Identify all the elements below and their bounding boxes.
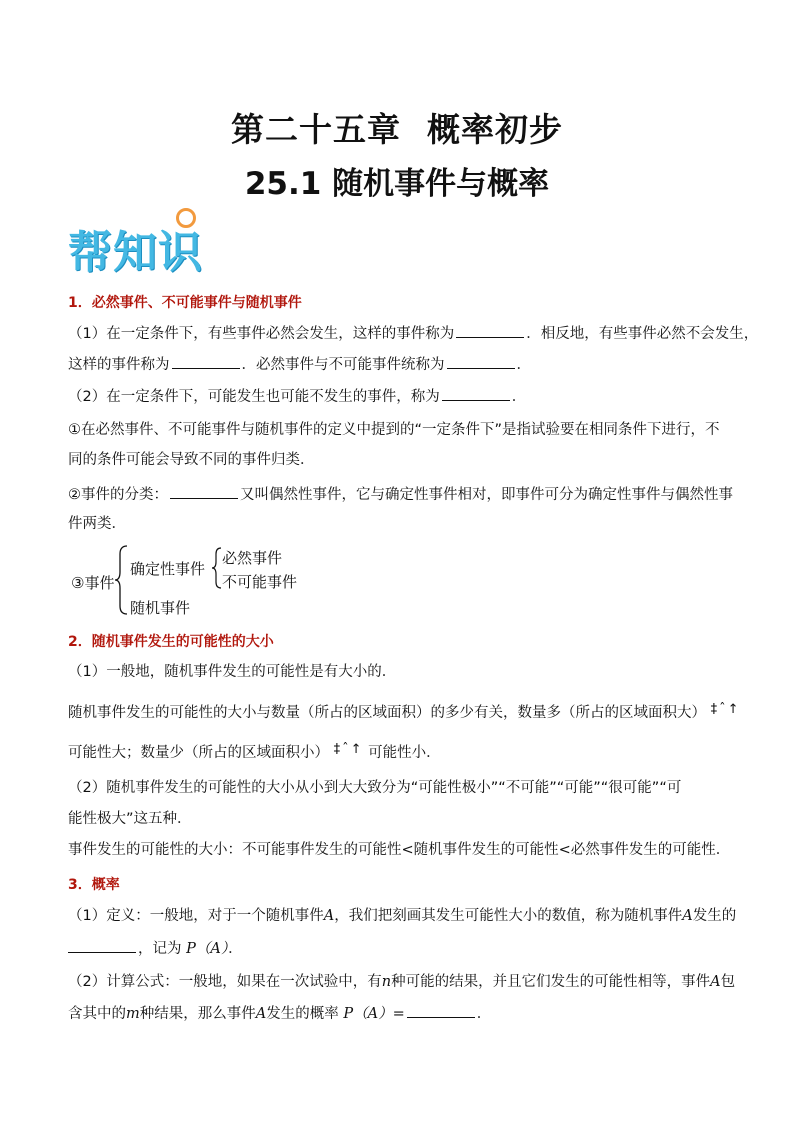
tree-brace-left-icon <box>114 544 130 616</box>
text: 发生的概率 <box>266 1006 339 1022</box>
s3-paragraph-1-line-1 <box>68 906 737 926</box>
text: 包 <box>720 974 736 990</box>
answer-blank[interactable] <box>172 354 240 369</box>
knowledge-banner <box>68 216 203 280</box>
text: ②事件的分类： <box>68 487 168 503</box>
garbled-symbol: ‡ˆ↑ <box>333 742 364 757</box>
text: ． <box>516 357 531 373</box>
s1-note-1-line-2: 同的条件可能会导致不同的事件归类． <box>68 452 315 468</box>
text: ． <box>476 1006 492 1022</box>
text: 种可能的结果，并且它们发生的可能性相等，事件 <box>391 974 711 990</box>
variable-n: n <box>381 974 392 990</box>
formula-p-a: P（A） <box>343 1006 393 1022</box>
s2-paragraph-2-line-1 <box>68 700 741 723</box>
s3-paragraph-2-line-2 <box>68 1003 728 1024</box>
text: ．相反地，有些事件必然不会发生， <box>526 326 759 342</box>
formula-p-a: P（A） <box>186 941 229 957</box>
answer-blank[interactable] <box>68 938 136 953</box>
variable-m: m <box>126 1006 140 1022</box>
text: 含其中的 <box>68 1006 126 1022</box>
variable-a: A <box>323 908 335 924</box>
text: 可能性小． <box>368 745 441 761</box>
s2-paragraph-3-line-1: （2）随机事件发生的可能性的大小从小到大大致分为“可能性极小”“不可能”“可能”“很可能”“可 <box>68 780 682 796</box>
text: ．必然事件与不可能事件统称为 <box>241 357 445 373</box>
text: ． <box>228 941 243 957</box>
section-heading-2: 2．随机事件发生的可能性的大小 <box>68 634 274 650</box>
text: = <box>392 1006 405 1022</box>
answer-blank[interactable] <box>170 484 238 499</box>
text: （1）在一定条件下，有些事件必然会发生，这样的事件称为 <box>68 326 455 342</box>
s2-paragraph-3-line-2: 能性极大”这五种． <box>68 811 192 827</box>
tree-root: ③事件 <box>71 574 115 592</box>
variable-a: A <box>710 974 721 990</box>
answer-blank[interactable] <box>447 354 515 369</box>
text: 又叫偶然性事件，它与确定性事件相对，即事件可分为确定性事件与偶然性事 <box>240 487 733 503</box>
tree-random: 随机事件 <box>130 599 191 617</box>
s2-paragraph-2-line-2 <box>68 740 728 763</box>
tree-deterministic: 确定性事件 <box>130 560 206 578</box>
tree-impossible: 不可能事件 <box>222 573 298 591</box>
s3-paragraph-2-line-1 <box>68 972 736 992</box>
garbled-symbol: ‡ˆ↑ <box>710 702 741 717</box>
tree-certain: 必然事件 <box>222 549 283 567</box>
s1-note-2-line-1 <box>68 484 733 505</box>
text: （1）定义：一般地，对于一个随机事件 <box>68 908 324 924</box>
chapter-topic: 概率初步 <box>427 110 563 149</box>
s2-paragraph-1: （1）一般地，随机事件发生的可能性是有大小的． <box>68 664 397 680</box>
section-title: 25.1 随机事件与概率 <box>244 166 550 202</box>
text: 发生的 <box>692 908 737 924</box>
text: ． <box>511 389 527 405</box>
s3-paragraph-1-line-2 <box>68 938 728 959</box>
banner-decoration-icon <box>176 208 196 228</box>
s1-note-2-line-2: 件两类． <box>68 516 126 532</box>
text: ，我们把刻画其发生可能性大小的数值，称为随机事件 <box>334 908 683 924</box>
answer-blank[interactable] <box>407 1003 475 1018</box>
s1-note-1-line-1: ①在必然事件、不可能事件与随机事件的定义中提到的“一定条件下”是指试验要在相同条件下进行，不 <box>68 422 720 438</box>
text: ，记为 <box>138 941 182 957</box>
section-heading-3: 3．概率 <box>68 877 120 893</box>
answer-blank[interactable] <box>456 323 524 338</box>
text: （2）在一定条件下，可能发生也可能不发生的事件，称为 <box>68 389 440 405</box>
s1-paragraph-2 <box>68 386 728 407</box>
text: 可能性大；数量少（所占的区域面积小） <box>68 745 329 761</box>
text: 种结果，那么事件 <box>139 1006 256 1022</box>
variable-a: A <box>682 908 693 924</box>
text: （2）计算公式：一般地，如果在一次试验中，有 <box>68 974 382 990</box>
variable-a: A <box>255 1006 267 1022</box>
s1-paragraph-1-line-1 <box>68 323 759 344</box>
text: 随机事件发生的可能性的大小与数量（所占的区域面积）的多少有关，数量多（所占的区域面积大） <box>68 705 706 721</box>
banner-text: 帮知识 <box>68 227 203 278</box>
s2-paragraph-4: 事件发生的可能性的大小：不可能事件发生的可能性<随机事件发生的可能性<必然事件发生的可能性． <box>68 842 731 858</box>
chapter-title <box>0 104 794 151</box>
s1-paragraph-1-line-2 <box>68 354 728 375</box>
text: 这样的事件称为 <box>68 357 170 373</box>
chapter-number: 第二十五章 <box>231 110 401 149</box>
answer-blank[interactable] <box>442 386 510 401</box>
section-heading-1: 1．必然事件、不可能事件与随机事件 <box>68 295 302 311</box>
